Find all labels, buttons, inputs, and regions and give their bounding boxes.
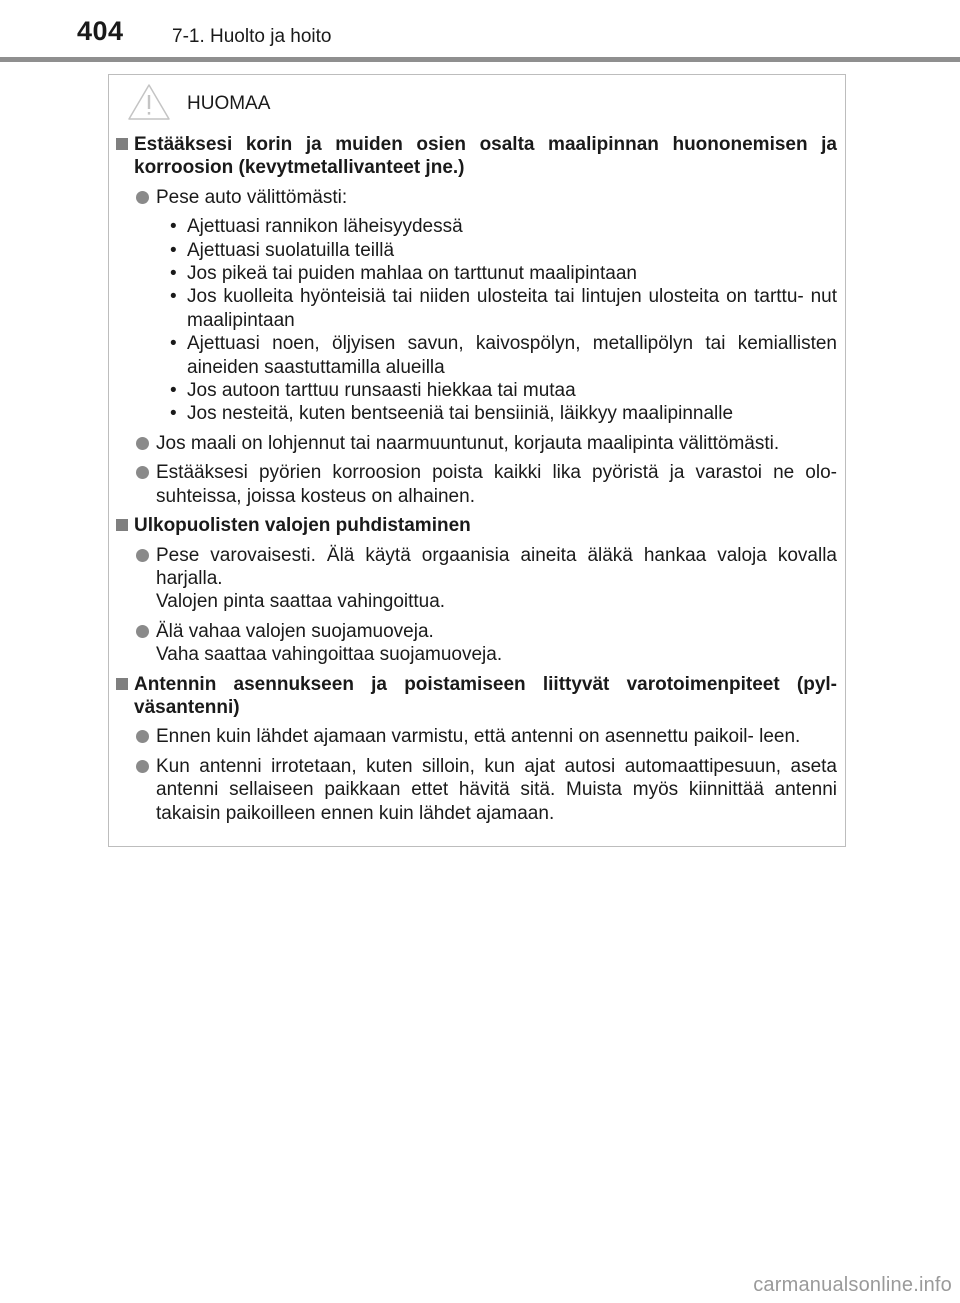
item-text: Jos maali on lohjennut tai naarmuuntunut, korjauta maalipinta välittömästi.	[156, 432, 780, 454]
section-heading: Antennin asennukseen ja poistamiseen liittyvät varotoimenpiteet (pyl- väsantenni)	[134, 673, 837, 718]
list-item	[134, 544, 837, 614]
sub-item-text: Jos autoon tarttuu runsaasti hiekkaa tai mutaa	[187, 380, 576, 402]
circle-bullet-icon	[136, 549, 149, 562]
item-note: Vaha saattaa vahingoittaa suojamuoveja.	[156, 644, 503, 666]
header-divider	[0, 57, 960, 62]
sub-list-item	[170, 215, 837, 238]
item-text: Estääksesi pyörien korroosion poista kaikki lika pyöristä ja varastoi ne olo- suhteissa, joissa kosteus on alhainen.	[156, 462, 837, 507]
page-number: 404	[77, 16, 124, 46]
bullet-icon: •	[170, 286, 177, 308]
item-text: Ennen kuin lähdet ajamaan varmistu, että antenni on asennettu paikoil- leen.	[156, 726, 801, 748]
item-text: Kun antenni irrotetaan, kuten silloin, kun ajat autosi automaattipesuun, aseta antenni sellaiseen paikkaan ettet hävitä sitä. Muista myös kiinnittää antenni takaisin paikoilleen ennen kuin lähdet ajamaan.	[156, 755, 837, 824]
watermark: carmanualsonline.info	[753, 1274, 952, 1296]
sub-item-text: Ajettuasi noen, öljyisen savun, kaivospölyn, metallipölyn tai kemiallisten aineiden saastuttamilla alueilla	[187, 333, 837, 378]
circle-bullet-icon	[136, 466, 149, 479]
bullet-icon: •	[170, 263, 177, 285]
square-bullet-icon	[116, 519, 128, 531]
notice-title: HUOMAA	[187, 93, 271, 114]
section-heading: Ulkopuolisten valojen puhdistaminen	[134, 515, 471, 537]
notice-section	[109, 133, 845, 508]
item-text: Pese auto välittömästi:	[156, 186, 348, 208]
list-item	[134, 725, 837, 748]
circle-bullet-icon	[136, 760, 149, 773]
sub-item-text: Jos pikeä tai puiden mahlaa on tarttunut maalipintaan	[187, 263, 637, 285]
list-item	[134, 620, 837, 667]
sub-list-item	[170, 379, 837, 402]
square-bullet-icon	[116, 678, 128, 690]
list-item	[134, 461, 837, 508]
list-item	[134, 432, 837, 455]
square-bullet-icon	[116, 138, 128, 150]
item-text: Älä vahaa valojen suojamuoveja.	[156, 620, 434, 642]
circle-bullet-icon	[136, 191, 149, 204]
circle-bullet-icon	[136, 625, 149, 638]
bullet-icon: •	[170, 239, 177, 261]
bullet-icon: •	[170, 380, 177, 402]
page-header	[0, 0, 960, 64]
sub-item-text: Ajettuasi rannikon läheisyydessä	[187, 216, 463, 238]
circle-bullet-icon	[136, 730, 149, 743]
sub-list-item	[170, 239, 837, 262]
bullet-icon: •	[170, 403, 177, 425]
sub-item-text: Jos kuolleita hyönteisiä tai niiden ulosteita tai lintujen ulosteita on tarttu- nut maalipintaan	[187, 286, 837, 331]
sub-list-item	[170, 332, 837, 379]
item-text: Pese varovaisesti. Älä käytä orgaanisia aineita äläkä hankaa valoja kovalla harjalla.	[156, 544, 837, 589]
sub-item-text: Ajettuasi suolatuilla teillä	[187, 239, 395, 261]
bullet-icon: •	[170, 216, 177, 238]
list-item	[134, 755, 837, 825]
notice-content	[109, 133, 845, 831]
notice-section	[109, 514, 845, 666]
warning-triangle-icon	[127, 83, 171, 121]
sub-list	[156, 215, 837, 426]
sub-list-item	[170, 402, 837, 425]
notice-box	[108, 74, 846, 847]
sub-list-item	[170, 262, 837, 285]
section-heading: Estääksesi korin ja muiden osien osalta maalipinnan huononemisen ja korroosion (kevytmetallivanteet jne.)	[134, 134, 837, 179]
sub-list-item	[170, 285, 837, 332]
bullet-icon: •	[170, 333, 177, 355]
section-title: 7-1. Huolto ja hoito	[172, 26, 332, 47]
item-note: Valojen pinta saattaa vahingoittua.	[156, 591, 446, 613]
circle-bullet-icon	[136, 437, 149, 450]
sub-item-text: Jos nesteitä, kuten bentseeniä tai bensiiniä, läikkyy maalipinnalle	[187, 403, 734, 425]
list-item	[134, 186, 837, 426]
notice-section	[109, 673, 845, 825]
